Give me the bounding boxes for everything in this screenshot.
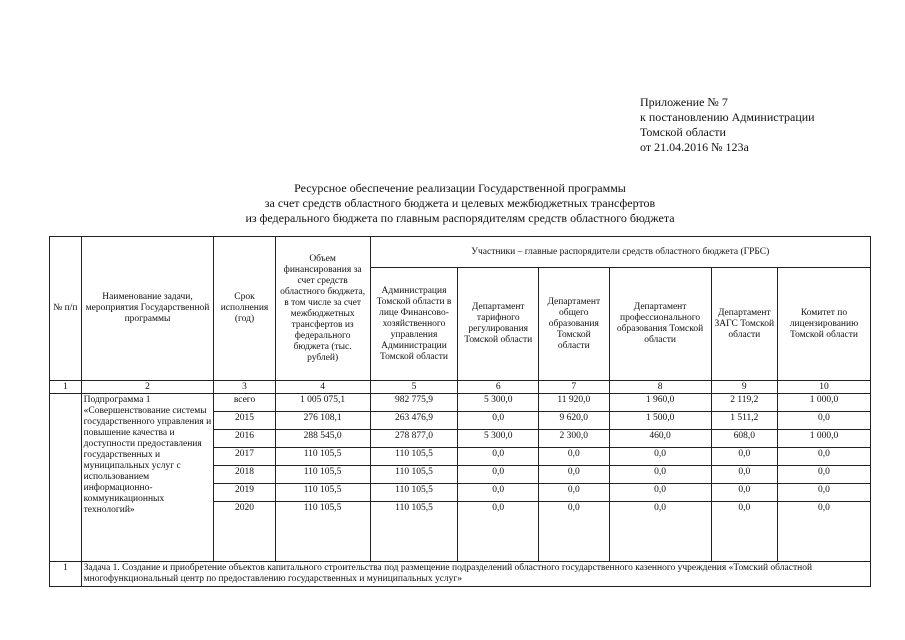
row-num-empty — [50, 394, 82, 562]
cell: 1 511,2 — [711, 412, 777, 430]
cell: 0,0 — [711, 466, 777, 484]
column-number: 10 — [777, 381, 870, 394]
cell: 0,0 — [609, 484, 711, 502]
cell: 110 105,5 — [370, 484, 458, 502]
column-number: 5 — [370, 381, 458, 394]
column-number: 2 — [81, 381, 214, 394]
cell: 278 877,0 — [370, 430, 458, 448]
cell: 2016 — [214, 430, 275, 448]
header-term: Срок исполнения (год) — [214, 237, 275, 381]
cell: 0,0 — [777, 466, 870, 484]
task-row — [50, 562, 871, 587]
cell: 460,0 — [609, 430, 711, 448]
header-participant: Департамент ЗАГС Томской области — [711, 268, 777, 381]
cell: 1 000,0 — [777, 394, 870, 412]
cell: 0,0 — [539, 448, 609, 466]
header-participant: Департамент тарифного регулирования Томской области — [458, 268, 539, 381]
column-number: 6 — [458, 381, 539, 394]
header-name: Наименование задачи, мероприятия Государственной программы — [81, 237, 214, 381]
column-number: 8 — [609, 381, 711, 394]
cell: всего — [214, 394, 275, 412]
cell: 0,0 — [458, 466, 539, 484]
annex-block — [640, 95, 815, 155]
title-line-2: за счет средств областного бюджета и целевых межбюджетных трансфертов — [264, 196, 656, 210]
cell: 0,0 — [777, 502, 870, 562]
cell: 2 300,0 — [539, 430, 609, 448]
cell: 11 920,0 — [539, 394, 609, 412]
cell: 0,0 — [609, 466, 711, 484]
cell: 0,0 — [458, 412, 539, 430]
cell: 110 105,5 — [275, 448, 370, 466]
cell: 110 105,5 — [370, 502, 458, 562]
cell: 110 105,5 — [370, 466, 458, 484]
cell: 0,0 — [458, 502, 539, 562]
annex-region: Томской области — [640, 125, 726, 139]
cell: 2015 — [214, 412, 275, 430]
column-number: 3 — [214, 381, 275, 394]
table-row — [50, 394, 871, 412]
cell: 9 620,0 — [539, 412, 609, 430]
cell: 110 105,5 — [370, 448, 458, 466]
cell: 110 105,5 — [275, 502, 370, 562]
header-num: № п/п — [50, 237, 82, 381]
cell: 0,0 — [609, 448, 711, 466]
cell: 0,0 — [539, 484, 609, 502]
cell: 0,0 — [609, 502, 711, 562]
cell: 0,0 — [777, 448, 870, 466]
column-number: 9 — [711, 381, 777, 394]
task-number: 1 — [50, 562, 82, 587]
annex-date: от 21.04.2016 № 123а — [640, 140, 749, 154]
header-participant: Администрация Томской области в лице Финансово-хозяйственного управления Администрации Томской области — [370, 268, 458, 381]
column-number: 7 — [539, 381, 609, 394]
document-title — [150, 181, 770, 226]
cell: 2018 — [214, 466, 275, 484]
cell: 110 105,5 — [275, 484, 370, 502]
cell: 110 105,5 — [275, 466, 370, 484]
cell: 1 000,0 — [777, 430, 870, 448]
cell: 1 960,0 — [609, 394, 711, 412]
cell: 5 300,0 — [458, 430, 539, 448]
cell: 0,0 — [458, 484, 539, 502]
title-line-1: Ресурсное обеспечение реализации Государственной программы — [294, 181, 626, 195]
cell: 0,0 — [539, 502, 609, 562]
column-number-row — [50, 381, 871, 394]
title-line-3: из федерального бюджета по главным распорядителям средств областного бюджета — [245, 211, 675, 225]
header-participant: Департамент общего образования Томской области — [539, 268, 609, 381]
cell: 5 300,0 — [458, 394, 539, 412]
cell: 2019 — [214, 484, 275, 502]
cell: 263 476,9 — [370, 412, 458, 430]
header-participants: Участники – главные распорядители средств областного бюджета (ГРБС) — [370, 237, 870, 268]
cell: 0,0 — [458, 448, 539, 466]
cell: 0,0 — [539, 466, 609, 484]
cell: 0,0 — [711, 448, 777, 466]
cell: 2 119,2 — [711, 394, 777, 412]
cell: 2020 — [214, 502, 275, 562]
column-number: 4 — [275, 381, 370, 394]
cell: 276 108,1 — [275, 412, 370, 430]
resource-table — [49, 236, 871, 587]
cell: 982 775,9 — [370, 394, 458, 412]
cell: 288 545,0 — [275, 430, 370, 448]
header-participant: Департамент профессионального образования Томской области — [609, 268, 711, 381]
header-participant: Комитет по лицензированию Томской области — [777, 268, 870, 381]
annex-title: Приложение № 7 — [640, 95, 728, 109]
cell: 0,0 — [711, 484, 777, 502]
cell: 0,0 — [711, 502, 777, 562]
cell: 608,0 — [711, 430, 777, 448]
task-text: Задача 1. Создание и приобретение объектов капитального строительства под размещение подразделений областного государственного казенного учреждения «Томский областной многофункциональный центр по предоставлению государственных и муниципальных услуг» — [81, 562, 870, 587]
cell: 1 500,0 — [609, 412, 711, 430]
column-number: 1 — [50, 381, 82, 394]
annex-decree: к постановлению Администрации — [640, 110, 815, 124]
cell: 2017 — [214, 448, 275, 466]
cell: 0,0 — [777, 412, 870, 430]
cell: 1 005 075,1 — [275, 394, 370, 412]
subprogram-name: Подпрограмма 1 «Совершенствование системы государственного управления и повышение качества и доступности предоставления государственных и муниципальных услуг с использованием информационно-коммуникационных технологий» — [81, 394, 214, 562]
header-volume: Объем финансирования за счет средств областного бюджета, в том числе за счет межбюджетных трансфертов из федерального бюджета (тыс. рублей) — [275, 237, 370, 381]
cell: 0,0 — [777, 484, 870, 502]
